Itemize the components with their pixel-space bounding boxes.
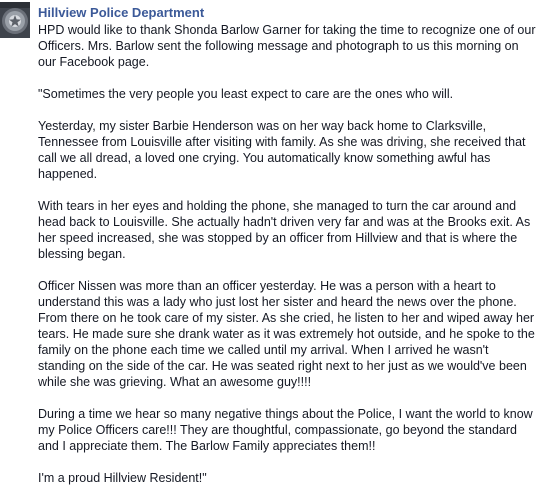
post-content xyxy=(38,4,536,502)
post-paragraph-7: I'm a proud Hillview Resident!" xyxy=(38,471,207,485)
post-paragraph-4: With tears in her eyes and holding the phone, she managed to turn the car around and head back to Louisville. She actually hadn't driven very far and was at the Brooks exit. As her speed increased, she was stopped by an officer from Hillview and that is where the blessing began. xyxy=(38,199,531,261)
post-paragraph-6: During a time we hear so many negative things about the Police, I want the world to know my Police Officers care!!! They are thoughtful, compassionate, go beyond the standard and I appreciate them. The Barlow Family appreciates them!! xyxy=(38,407,533,453)
page-name-link[interactable]: Hillview Police Department xyxy=(38,5,205,20)
police-badge-icon xyxy=(0,2,30,38)
post-body xyxy=(38,22,536,486)
post-paragraph-2: "Sometimes the very people you least expect to care are the ones who will. xyxy=(38,87,454,101)
page-avatar[interactable] xyxy=(0,2,30,38)
post-paragraph-3: Yesterday, my sister Barbie Henderson was on her way back home to Clarksville, Tennessee from Louisville after visiting with family. As she was driving, she received that call we all dread, a loved one crying. You automatically know something awful has happened. xyxy=(38,119,526,181)
post-paragraph-1: HPD would like to thank Shonda Barlow Garner for taking the time to recognize one of our Officers. Mrs. Barlow sent the following message and photograph to us this morning on our Facebook page. xyxy=(38,23,536,69)
post-paragraph-5: Officer Nissen was more than an officer yesterday. He was a person with a heart to understand this was a lady who just lost her sister and heard the news over the phone. From there on he took care of my sister. As she cried, he listen to her and wiped away her tears. He made sure she drank water as it was extremely hot outside, and he spoke to the family on the phone each time we called until my arrival. When I arrived he wasn't standing on the side of the car. He was seated right next to her just as we would've been while she was grieving. What an awesome guy!!!! xyxy=(38,279,535,389)
